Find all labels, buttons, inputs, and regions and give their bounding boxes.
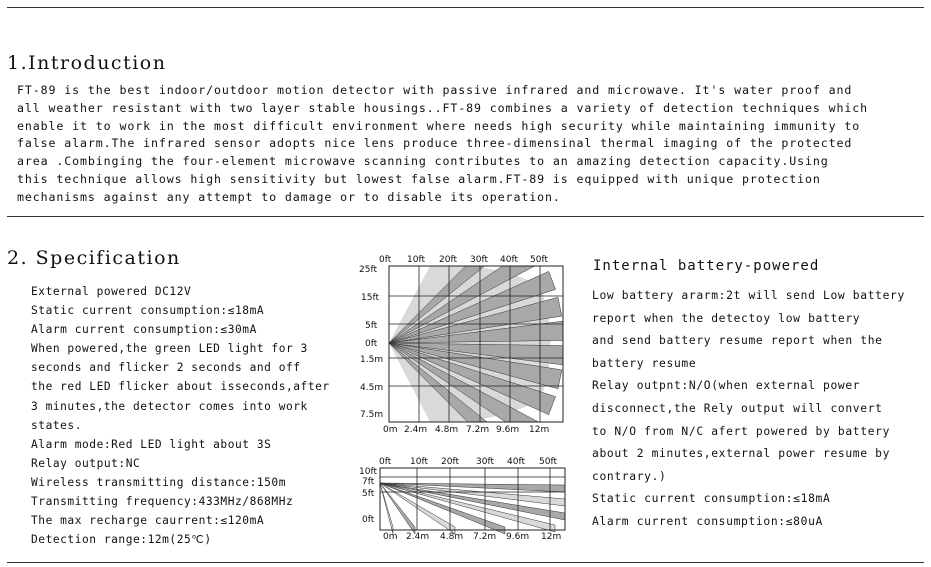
intro-line: enable it to work in the most difficult environment where needs high security while maintaining immunity to — [17, 118, 861, 133]
spec-line: Detection range:12m(25℃) — [31, 533, 212, 547]
tick-label: 4.8m — [435, 425, 459, 435]
specification-heading: 2. Specification — [7, 247, 181, 269]
tick-label: 4.8m — [440, 532, 464, 542]
tick-label: 7ft — [362, 477, 375, 487]
top-view-y-ticks — [359, 265, 383, 420]
section-divider — [7, 216, 924, 217]
spec-line: Alarm current consumption:≤30mA — [31, 323, 257, 337]
battery-line: Static current consumption:≤18mA — [592, 492, 831, 506]
tick-label: 50ft — [539, 457, 557, 467]
spec-line: External powered DC12V — [31, 285, 192, 298]
tick-label: 0ft — [379, 457, 392, 467]
tick-label: 10ft — [407, 255, 425, 265]
tick-label: 9.6m — [496, 425, 520, 435]
tick-label: 0m — [383, 532, 398, 542]
tick-label: 10ft — [410, 457, 428, 467]
detection-pattern-side-view — [355, 452, 570, 546]
tick-label: 20ft — [439, 255, 457, 265]
tick-label: 10ft — [359, 467, 377, 477]
spec-line: Alarm mode:Red LED light about 3S — [31, 437, 272, 451]
intro-line: all weather resistant with two layer stable housings..FT-89 combines a variety of detection techniques which — [17, 100, 869, 115]
intro-line: this technique allows high sensitivity but lowest false alarm.FT-89 is equipped with unique protection — [17, 171, 821, 186]
tick-label: 2.4m — [404, 425, 428, 435]
tick-label: 12m — [529, 425, 550, 435]
tick-label: 9.6m — [506, 532, 530, 542]
tick-label: 40ft — [500, 255, 518, 265]
top-rule — [7, 7, 924, 8]
bottom-rule — [7, 562, 924, 563]
detection-pattern-top-view — [355, 250, 570, 440]
tick-label: 25ft — [359, 265, 377, 275]
battery-line: disconnect,the Rely output will convert — [592, 401, 883, 415]
battery-line: battery resume — [592, 356, 697, 370]
tick-label: 0ft — [379, 255, 392, 265]
battery-section-title: Internal battery-powered — [593, 258, 820, 274]
intro-line: area .Combinging the four-element microwave scanning contributes to an amazing detection capacity.Using — [17, 154, 829, 169]
tick-label: 0ft — [362, 515, 375, 525]
tick-label: 50ft — [530, 255, 548, 265]
tick-label: 40ft — [507, 457, 525, 467]
specification-list — [31, 282, 351, 549]
battery-line: about 2 minutes,external power resume by — [592, 447, 891, 461]
battery-line: to N/O from N/C afert powered by battery — [592, 424, 891, 438]
tick-label: 2.4m — [406, 532, 430, 542]
top-view-x-top-ticks — [379, 255, 548, 265]
intro-line: false alarm.The infrared sensor adopts nice lens produce three-dimensinal thermal imaging of the protected — [17, 136, 853, 151]
tick-label: 30ft — [476, 457, 494, 467]
battery-line: Relay outpnt:N/O(when external power — [592, 379, 861, 393]
spec-line: The max recharge caurrent:≤120mA — [31, 514, 265, 528]
tick-label: 7.2m — [466, 425, 490, 435]
side-view-x-top-ticks — [379, 457, 557, 467]
side-view-x-bottom-ticks — [383, 532, 561, 542]
battery-line: Low battery ararm:2t will send Low battery — [592, 289, 905, 302]
battery-line: and send battery resume report when the — [592, 334, 883, 348]
spec-line: 3 minutes,the detector comes into work — [31, 399, 308, 413]
side-view-beams — [380, 483, 565, 534]
spec-line: states. — [31, 418, 82, 432]
tick-label: 5ft — [362, 489, 375, 499]
spec-line: Transmitting frequency:433MHz/868MHz — [31, 495, 294, 509]
tick-label: 7.2m — [473, 532, 497, 542]
tick-label: 0m — [383, 425, 398, 435]
spec-line: Wireless transmitting distance:150m — [31, 475, 286, 489]
tick-label: 4.5m — [360, 383, 384, 393]
spec-line: the red LED flicker about isseconds,after — [31, 380, 330, 394]
battery-section-body — [592, 285, 927, 534]
top-view-x-bottom-ticks — [383, 425, 549, 435]
introduction-body — [17, 82, 917, 207]
tick-label: 30ft — [470, 255, 488, 265]
intro-line: mechanisms against any attempt to damage or to disable its operation. — [17, 189, 561, 204]
tick-label: 0ft — [365, 339, 378, 349]
spec-line: seconds and flicker 2 seconds and off — [31, 361, 301, 375]
introduction-heading: 1.Introduction — [7, 52, 167, 74]
battery-line: Alarm current consumption:≤80uA — [592, 514, 823, 528]
tick-label: 12m — [541, 532, 562, 542]
spec-line: When powered,the green LED light for 3 — [31, 342, 308, 356]
tick-label: 5ft — [365, 321, 378, 331]
battery-line: report when the detectoy low battery — [592, 311, 861, 325]
spec-line: Relay output:NC — [31, 456, 141, 470]
side-view-y-ticks — [359, 467, 377, 525]
tick-label: 7.5m — [360, 410, 384, 420]
tick-label: 20ft — [441, 457, 459, 467]
tick-label: 1.5m — [360, 355, 384, 365]
tick-label: 15ft — [361, 293, 379, 303]
intro-line: FT-89 is the best indoor/outdoor motion detector with passive infrared and microwave. It's water proof and — [17, 83, 853, 97]
spec-line: Static current consumption:≤18mA — [31, 304, 265, 318]
battery-line: contrary.) — [592, 469, 667, 483]
